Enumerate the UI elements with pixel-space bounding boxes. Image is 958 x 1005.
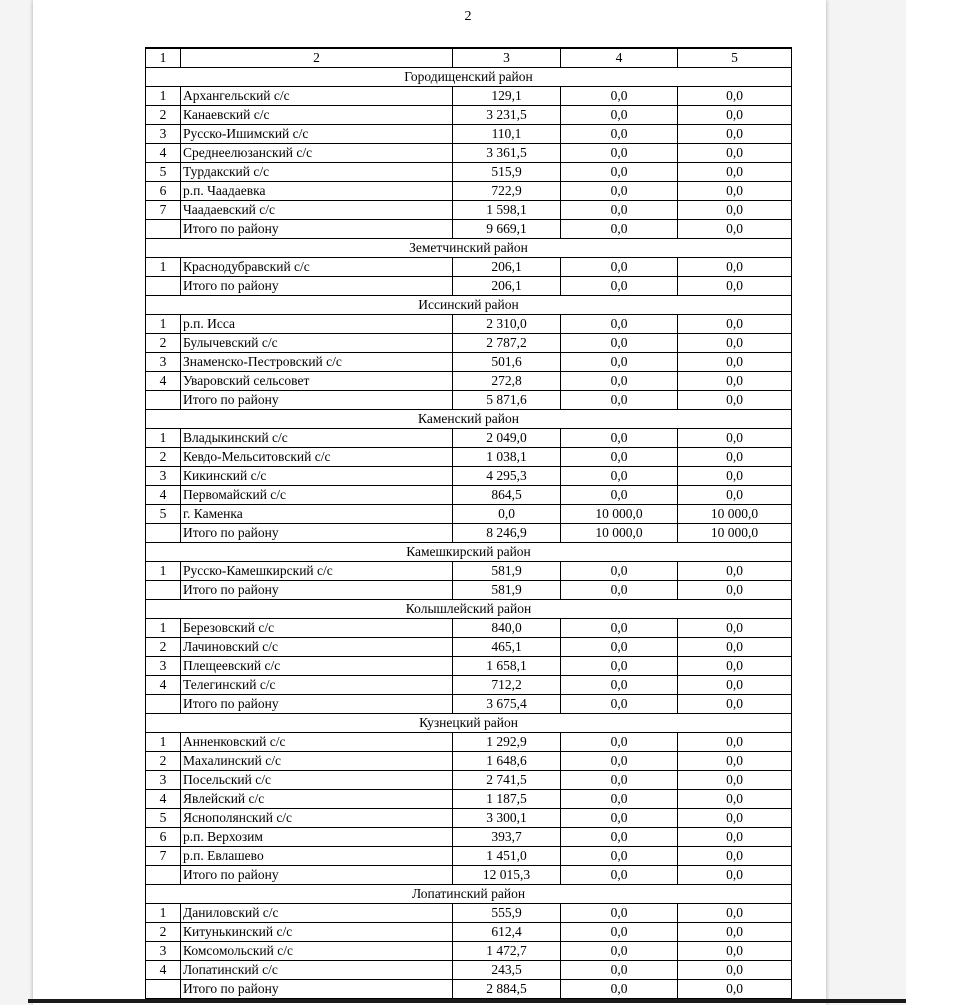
value-cell-col3: 9 669,1 [453, 220, 561, 239]
row-number-cell: 7 [146, 201, 181, 220]
value-cell-col5: 0,0 [678, 144, 792, 163]
value-cell-col4: 0,0 [561, 866, 678, 885]
value-cell-col5: 0,0 [678, 733, 792, 752]
row-number-cell: 4 [146, 961, 181, 980]
value-cell-col5: 0,0 [678, 391, 792, 410]
table-row [146, 790, 792, 809]
district-name-cell: Каменский район [146, 410, 792, 429]
value-cell-col4: 0,0 [561, 676, 678, 695]
value-cell-col5: 0,0 [678, 87, 792, 106]
value-cell-col3: 555,9 [453, 904, 561, 923]
value-cell-col5: 0,0 [678, 448, 792, 467]
row-number-cell [146, 277, 181, 296]
territory-name-cell: Архангельский с/с [181, 87, 453, 106]
row-number-cell: 4 [146, 676, 181, 695]
territory-name-cell: Русско-Ишимский с/с [181, 125, 453, 144]
table-row [146, 752, 792, 771]
value-cell-col5: 0,0 [678, 828, 792, 847]
territory-name-cell: Посельский с/с [181, 771, 453, 790]
territory-name-cell: Итого по району [181, 980, 453, 999]
value-cell-col5: 0,0 [678, 182, 792, 201]
table-row [146, 657, 792, 676]
row-number-cell [146, 220, 181, 239]
value-cell-col4: 0,0 [561, 771, 678, 790]
district-name-cell: Кузнецкий район [146, 714, 792, 733]
value-cell-col4: 0,0 [561, 619, 678, 638]
territory-name-cell: Русско-Камешкирский с/с [181, 562, 453, 581]
value-cell-col4: 0,0 [561, 961, 678, 980]
table-row [146, 828, 792, 847]
table-row [146, 315, 792, 334]
value-cell-col3: 2 310,0 [453, 315, 561, 334]
district-name-cell: Камешкирский район [146, 543, 792, 562]
value-cell-col5: 0,0 [678, 619, 792, 638]
row-number-cell: 4 [146, 372, 181, 391]
value-cell-col3: 206,1 [453, 277, 561, 296]
row-number-cell [146, 695, 181, 714]
value-cell-col3: 515,9 [453, 163, 561, 182]
total-row [146, 524, 792, 543]
row-number-cell [146, 980, 181, 999]
section-header-row [146, 714, 792, 733]
value-cell-col4: 0,0 [561, 334, 678, 353]
value-cell-col5: 0,0 [678, 752, 792, 771]
value-cell-col5: 0,0 [678, 961, 792, 980]
value-cell-col5: 0,0 [678, 372, 792, 391]
row-number-cell: 1 [146, 429, 181, 448]
row-number-cell: 6 [146, 828, 181, 847]
table-row [146, 125, 792, 144]
territory-name-cell: Явлейский с/с [181, 790, 453, 809]
district-name-cell: Колышлейский район [146, 600, 792, 619]
district-data-table [145, 47, 792, 999]
value-cell-col4: 0,0 [561, 638, 678, 657]
territory-name-cell: Анненковский с/с [181, 733, 453, 752]
territory-name-cell: Турдакский с/с [181, 163, 453, 182]
value-cell-col5: 0,0 [678, 201, 792, 220]
value-cell-col4: 0,0 [561, 980, 678, 999]
section-header-row [146, 600, 792, 619]
table-row [146, 942, 792, 961]
column-header-4: 4 [561, 48, 678, 68]
territory-name-cell: Итого по району [181, 866, 453, 885]
row-number-cell: 2 [146, 923, 181, 942]
territory-name-cell: Яснополянский с/с [181, 809, 453, 828]
value-cell-col3: 3 675,4 [453, 695, 561, 714]
value-cell-col4: 0,0 [561, 486, 678, 505]
value-cell-col3: 0,0 [453, 505, 561, 524]
value-cell-col4: 0,0 [561, 448, 678, 467]
row-number-cell: 3 [146, 771, 181, 790]
row-number-cell [146, 391, 181, 410]
value-cell-col5: 0,0 [678, 676, 792, 695]
territory-name-cell: Итого по району [181, 581, 453, 600]
value-cell-col5: 0,0 [678, 486, 792, 505]
value-cell-col3: 1 187,5 [453, 790, 561, 809]
value-cell-col4: 0,0 [561, 353, 678, 372]
value-cell-col5: 0,0 [678, 771, 792, 790]
total-row [146, 866, 792, 885]
section-header-row [146, 68, 792, 87]
territory-name-cell: Уваровский сельсовет [181, 372, 453, 391]
value-cell-col4: 10 000,0 [561, 505, 678, 524]
value-cell-col3: 465,1 [453, 638, 561, 657]
value-cell-col4: 0,0 [561, 904, 678, 923]
territory-name-cell: Итого по району [181, 277, 453, 296]
row-number-cell: 3 [146, 125, 181, 144]
territory-name-cell: Чаадаевский с/с [181, 201, 453, 220]
value-cell-col5: 0,0 [678, 638, 792, 657]
section-header-row [146, 410, 792, 429]
value-cell-col5: 0,0 [678, 106, 792, 125]
row-number-cell: 1 [146, 258, 181, 277]
territory-name-cell: Комсомольский с/с [181, 942, 453, 961]
table-row [146, 961, 792, 980]
row-number-cell: 3 [146, 942, 181, 961]
table-row [146, 106, 792, 125]
value-cell-col4: 0,0 [561, 942, 678, 961]
value-cell-col3: 1 648,6 [453, 752, 561, 771]
value-cell-col4: 0,0 [561, 828, 678, 847]
row-number-cell [146, 866, 181, 885]
value-cell-col5: 0,0 [678, 277, 792, 296]
row-number-cell: 5 [146, 809, 181, 828]
table-row [146, 429, 792, 448]
value-cell-col4: 0,0 [561, 125, 678, 144]
value-cell-col3: 2 049,0 [453, 429, 561, 448]
district-name-cell: Иссинский район [146, 296, 792, 315]
value-cell-col3: 8 246,9 [453, 524, 561, 543]
territory-name-cell: Булычевский с/с [181, 334, 453, 353]
value-cell-col5: 0,0 [678, 695, 792, 714]
value-cell-col5: 0,0 [678, 904, 792, 923]
row-number-cell: 3 [146, 353, 181, 372]
column-header-5: 5 [678, 48, 792, 68]
territory-name-cell: Канаевский с/с [181, 106, 453, 125]
territory-name-cell: Махалинский с/с [181, 752, 453, 771]
value-cell-col4: 0,0 [561, 581, 678, 600]
row-number-cell: 2 [146, 334, 181, 353]
territory-name-cell: Китунькинский с/с [181, 923, 453, 942]
row-number-cell: 2 [146, 106, 181, 125]
section-header-row [146, 296, 792, 315]
document-page [33, 0, 826, 1005]
value-cell-col3: 1 451,0 [453, 847, 561, 866]
value-cell-col4: 0,0 [561, 657, 678, 676]
value-cell-col5: 0,0 [678, 866, 792, 885]
value-cell-col3: 840,0 [453, 619, 561, 638]
row-number-cell: 5 [146, 505, 181, 524]
section-header-row [146, 543, 792, 562]
value-cell-col4: 0,0 [561, 220, 678, 239]
value-cell-col5: 0,0 [678, 923, 792, 942]
table-row [146, 771, 792, 790]
territory-name-cell: р.п. Верхозим [181, 828, 453, 847]
value-cell-col3: 1 292,9 [453, 733, 561, 752]
table-row [146, 163, 792, 182]
territory-name-cell: Владыкинский с/с [181, 429, 453, 448]
row-number-cell: 1 [146, 733, 181, 752]
value-cell-col4: 0,0 [561, 315, 678, 334]
total-row [146, 581, 792, 600]
row-number-cell [146, 524, 181, 543]
value-cell-col3: 712,2 [453, 676, 561, 695]
page-number: 2 [464, 9, 472, 24]
territory-name-cell: Кикинский с/с [181, 467, 453, 486]
row-number-cell: 4 [146, 486, 181, 505]
value-cell-col4: 0,0 [561, 277, 678, 296]
table-row [146, 733, 792, 752]
value-cell-col3: 1 658,1 [453, 657, 561, 676]
territory-name-cell: Даниловский с/с [181, 904, 453, 923]
territory-name-cell: Итого по району [181, 695, 453, 714]
territory-name-cell: Плещеевский с/с [181, 657, 453, 676]
value-cell-col5: 0,0 [678, 790, 792, 809]
district-name-cell: Городищенский район [146, 68, 792, 87]
value-cell-col5: 10 000,0 [678, 505, 792, 524]
row-number-cell: 4 [146, 790, 181, 809]
district-name-cell: Лопатинский район [146, 885, 792, 904]
value-cell-col4: 0,0 [561, 467, 678, 486]
territory-name-cell: Краснодубравский с/с [181, 258, 453, 277]
column-header-row [146, 48, 792, 68]
row-number-cell: 6 [146, 182, 181, 201]
value-cell-col4: 0,0 [561, 923, 678, 942]
table-row [146, 448, 792, 467]
table-row [146, 353, 792, 372]
section-header-row [146, 885, 792, 904]
territory-name-cell: р.п. Исса [181, 315, 453, 334]
territory-name-cell: Березовский с/с [181, 619, 453, 638]
value-cell-col3: 3 300,1 [453, 809, 561, 828]
value-cell-col4: 0,0 [561, 429, 678, 448]
table-container [145, 47, 792, 999]
territory-name-cell: Телегинский с/с [181, 676, 453, 695]
value-cell-col4: 0,0 [561, 201, 678, 220]
value-cell-col4: 0,0 [561, 847, 678, 866]
territory-name-cell: Кевдо-Мельситовский с/с [181, 448, 453, 467]
value-cell-col5: 0,0 [678, 657, 792, 676]
row-number-cell: 1 [146, 315, 181, 334]
row-number-cell: 3 [146, 657, 181, 676]
territory-name-cell: Итого по району [181, 524, 453, 543]
value-cell-col5: 0,0 [678, 125, 792, 144]
table-row [146, 638, 792, 657]
value-cell-col4: 0,0 [561, 87, 678, 106]
value-cell-col3: 5 871,6 [453, 391, 561, 410]
row-number-cell [146, 581, 181, 600]
table-row [146, 258, 792, 277]
value-cell-col5: 0,0 [678, 581, 792, 600]
value-cell-col5: 0,0 [678, 980, 792, 999]
territory-name-cell: Лачиновский с/с [181, 638, 453, 657]
table-row [146, 144, 792, 163]
territory-name-cell: г. Каменка [181, 505, 453, 524]
value-cell-col3: 3 361,5 [453, 144, 561, 163]
value-cell-col4: 0,0 [561, 258, 678, 277]
total-row [146, 391, 792, 410]
section-header-row [146, 239, 792, 258]
total-row [146, 277, 792, 296]
value-cell-col5: 0,0 [678, 467, 792, 486]
value-cell-col4: 0,0 [561, 391, 678, 410]
value-cell-col4: 0,0 [561, 144, 678, 163]
value-cell-col5: 0,0 [678, 562, 792, 581]
value-cell-col4: 0,0 [561, 809, 678, 828]
window-bottom-divider [28, 999, 906, 1003]
table-row [146, 505, 792, 524]
territory-name-cell: р.п. Чаадаевка [181, 182, 453, 201]
value-cell-col3: 2 787,2 [453, 334, 561, 353]
territory-name-cell: Первомайский с/с [181, 486, 453, 505]
value-cell-col3: 3 231,5 [453, 106, 561, 125]
table-row [146, 676, 792, 695]
table-row [146, 904, 792, 923]
row-number-cell: 2 [146, 448, 181, 467]
table-row [146, 467, 792, 486]
value-cell-col5: 0,0 [678, 847, 792, 866]
value-cell-col5: 0,0 [678, 334, 792, 353]
row-number-cell: 5 [146, 163, 181, 182]
table-row [146, 619, 792, 638]
value-cell-col3: 612,4 [453, 923, 561, 942]
value-cell-col3: 393,7 [453, 828, 561, 847]
column-header-1: 1 [146, 48, 181, 68]
value-cell-col3: 129,1 [453, 87, 561, 106]
value-cell-col5: 0,0 [678, 315, 792, 334]
value-cell-col4: 0,0 [561, 562, 678, 581]
value-cell-col5: 0,0 [678, 353, 792, 372]
territory-name-cell: Итого по району [181, 391, 453, 410]
total-row [146, 980, 792, 999]
value-cell-col4: 0,0 [561, 752, 678, 771]
row-number-cell: 3 [146, 467, 181, 486]
value-cell-col5: 0,0 [678, 163, 792, 182]
value-cell-col3: 243,5 [453, 961, 561, 980]
value-cell-col3: 581,9 [453, 562, 561, 581]
table-row [146, 923, 792, 942]
row-number-cell: 7 [146, 847, 181, 866]
value-cell-col3: 722,9 [453, 182, 561, 201]
value-cell-col5: 0,0 [678, 258, 792, 277]
territory-name-cell: Лопатинский с/с [181, 961, 453, 980]
row-number-cell: 1 [146, 562, 181, 581]
value-cell-col4: 0,0 [561, 733, 678, 752]
value-cell-col3: 581,9 [453, 581, 561, 600]
value-cell-col3: 2 741,5 [453, 771, 561, 790]
value-cell-col3: 272,8 [453, 372, 561, 391]
row-number-cell: 1 [146, 619, 181, 638]
value-cell-col5: 0,0 [678, 809, 792, 828]
value-cell-col5: 0,0 [678, 220, 792, 239]
row-number-cell: 4 [146, 144, 181, 163]
territory-name-cell: Итого по району [181, 220, 453, 239]
value-cell-col4: 10 000,0 [561, 524, 678, 543]
value-cell-col3: 12 015,3 [453, 866, 561, 885]
table-row [146, 201, 792, 220]
column-header-2: 2 [181, 48, 453, 68]
total-row [146, 220, 792, 239]
value-cell-col4: 0,0 [561, 695, 678, 714]
value-cell-col4: 0,0 [561, 372, 678, 391]
table-row [146, 847, 792, 866]
table-row [146, 372, 792, 391]
value-cell-col3: 110,1 [453, 125, 561, 144]
table-row [146, 562, 792, 581]
territory-name-cell: Знаменско-Пестровский с/с [181, 353, 453, 372]
table-row [146, 87, 792, 106]
value-cell-col5: 0,0 [678, 429, 792, 448]
district-name-cell: Земетчинский район [146, 239, 792, 258]
territory-name-cell: р.п. Евлашево [181, 847, 453, 866]
table-row [146, 486, 792, 505]
value-cell-col3: 864,5 [453, 486, 561, 505]
value-cell-col3: 1 038,1 [453, 448, 561, 467]
value-cell-col4: 0,0 [561, 790, 678, 809]
table-row [146, 809, 792, 828]
value-cell-col5: 10 000,0 [678, 524, 792, 543]
total-row [146, 695, 792, 714]
value-cell-col3: 1 598,1 [453, 201, 561, 220]
value-cell-col4: 0,0 [561, 182, 678, 201]
row-number-cell: 1 [146, 904, 181, 923]
value-cell-col5: 0,0 [678, 942, 792, 961]
table-row [146, 182, 792, 201]
row-number-cell: 1 [146, 87, 181, 106]
value-cell-col3: 2 884,5 [453, 980, 561, 999]
table-row [146, 334, 792, 353]
value-cell-col3: 206,1 [453, 258, 561, 277]
value-cell-col3: 4 295,3 [453, 467, 561, 486]
value-cell-col4: 0,0 [561, 106, 678, 125]
row-number-cell: 2 [146, 752, 181, 771]
value-cell-col3: 1 472,7 [453, 942, 561, 961]
territory-name-cell: Среднеелюзанский с/с [181, 144, 453, 163]
value-cell-col3: 501,6 [453, 353, 561, 372]
row-number-cell: 2 [146, 638, 181, 657]
value-cell-col4: 0,0 [561, 163, 678, 182]
column-header-3: 3 [453, 48, 561, 68]
